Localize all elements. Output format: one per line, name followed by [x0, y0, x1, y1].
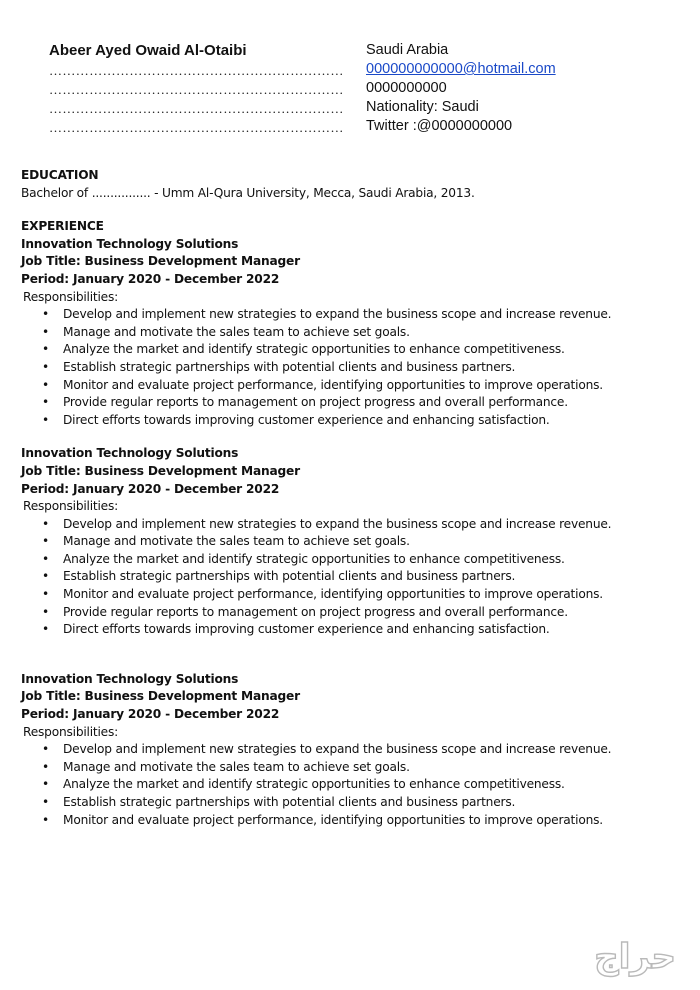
list-item [21, 759, 681, 777]
list-item [21, 306, 681, 324]
experience-list [21, 236, 681, 829]
bullet-icon: • [42, 534, 49, 549]
job-entry [21, 236, 681, 430]
responsibility-text: Establish strategic partnerships with potential clients and business partners. [63, 795, 516, 809]
haraj-watermark-logo [526, 930, 686, 980]
company-name: Innovation Technology Solutions [21, 236, 239, 251]
education-line: Bachelor of ................ - Umm Al-Qura University, Mecca, Saudi Arabia, 2013. [21, 185, 475, 200]
list-item [21, 394, 681, 412]
education-heading: EDUCATION [21, 168, 99, 182]
bullet-icon: • [42, 622, 49, 637]
bullet-icon: • [42, 516, 49, 531]
responsibilities-list [21, 306, 681, 429]
bullet-icon: • [42, 307, 49, 322]
responsibility-text: Direct efforts towards improving customer experience and enhancing satisfaction. [63, 412, 550, 427]
bullet-icon: • [42, 569, 49, 584]
responsibility-text: Manage and motivate the sales team to achieve set goals. [63, 534, 410, 549]
list-item [21, 533, 681, 551]
resume-body [21, 167, 681, 829]
job-title: Job Title: Business Development Manager [21, 463, 300, 478]
phone-number: 0000000000 [366, 80, 447, 96]
bullet-icon: • [42, 377, 49, 392]
job-period: Period: January 2020 - December 2022 [21, 707, 280, 722]
list-item [21, 359, 681, 377]
job-entry [21, 671, 681, 829]
responsibility-text: Monitor and evaluate project performance, identifying opportunities to improve operations. [63, 377, 603, 392]
experience-heading: EXPERIENCE [21, 219, 104, 234]
responsibilities-list [21, 516, 681, 639]
job-entry [21, 445, 681, 639]
job-period: Period: January 2020 - December 2022 [21, 481, 280, 496]
responsibility-text: Develop and implement new strategies to expand the business scope and increase revenue. [63, 307, 612, 322]
bullet-icon: • [42, 359, 49, 374]
responsibility-text: Establish strategic partnerships with potential clients and business partners. [63, 569, 516, 584]
responsibility-text: Develop and implement new strategies to expand the business scope and increase revenue. [63, 516, 612, 531]
responsibility-text: Analyze the market and identify strategic opportunities to enhance competitiveness. [63, 342, 565, 357]
bullet-icon: • [42, 395, 49, 410]
list-item [21, 621, 681, 639]
bullet-icon: • [42, 342, 49, 357]
bullet-icon: • [42, 551, 49, 566]
bullet-icon: • [42, 412, 49, 427]
responsibility-text: Monitor and evaluate project performance, identifying opportunities to improve operations. [63, 587, 603, 602]
company-name: Innovation Technology Solutions [21, 446, 239, 461]
twitter-handle: Twitter :@0000000000 [366, 118, 513, 134]
bullet-icon: • [42, 777, 49, 792]
dotted-line: ………………………………………………………… [49, 120, 344, 135]
responsibility-text: Manage and motivate the sales team to achieve set goals. [63, 324, 410, 339]
bullet-icon: • [42, 324, 49, 339]
list-item [21, 516, 681, 534]
list-item [21, 586, 681, 604]
list-item [21, 551, 681, 569]
responsibility-text: Direct efforts towards improving customer experience and enhancing satisfaction. [63, 622, 550, 637]
responsibility-text: Analyze the market and identify strategic opportunities to enhance competitiveness. [63, 551, 565, 566]
bullet-icon: • [42, 742, 49, 757]
responsibility-text: Manage and motivate the sales team to achieve set goals. [63, 759, 410, 774]
candidate-name: Abeer Ayed Owaid Al-Otaibi [49, 42, 247, 59]
dotted-line: ………………………………………………………… [49, 63, 344, 78]
responsibility-text: Monitor and evaluate project performance, identifying opportunities to improve operations. [63, 812, 603, 827]
list-item [21, 568, 681, 586]
responsibilities-list [21, 741, 681, 829]
responsibilities-label: Responsibilities: [23, 499, 119, 514]
header-left [49, 41, 349, 137]
responsibility-text: Develop and implement new strategies to expand the business scope and increase revenue. [63, 742, 612, 757]
job-title: Job Title: Business Development Manager [21, 689, 300, 704]
list-item [21, 794, 681, 812]
dotted-line: ………………………………………………………… [49, 82, 344, 97]
bullet-icon: • [42, 759, 49, 774]
responsibility-text: Establish strategic partnerships with potential clients and business partners. [63, 359, 516, 374]
list-item [21, 324, 681, 342]
job-period: Period: January 2020 - December 2022 [21, 271, 280, 286]
job-title: Job Title: Business Development Manager [21, 254, 300, 269]
dotted-line: ………………………………………………………… [49, 101, 344, 116]
list-item [21, 776, 681, 794]
list-item [21, 741, 681, 759]
list-item [21, 341, 681, 359]
responsibilities-label: Responsibilities: [23, 289, 119, 304]
bullet-icon: • [42, 795, 49, 809]
list-item [21, 377, 681, 395]
list-item [21, 812, 681, 830]
contact-info [366, 41, 686, 136]
list-item [21, 412, 681, 430]
country: Saudi Arabia [366, 42, 449, 58]
responsibilities-label: Responsibilities: [23, 724, 119, 739]
responsibility-text: Provide regular reports to management on project progress and overall performance. [63, 604, 568, 619]
responsibility-text: Provide regular reports to management on project progress and overall performance. [63, 395, 568, 410]
bullet-icon: • [42, 587, 49, 602]
svg-text:حراج: حراج [594, 937, 676, 977]
list-item [21, 604, 681, 622]
company-name: Innovation Technology Solutions [21, 671, 239, 686]
email-link[interactable]: 000000000000@hotmail.com [366, 61, 556, 77]
bullet-icon: • [42, 604, 49, 619]
nationality: Nationality: Saudi [366, 99, 479, 115]
bullet-icon: • [42, 812, 49, 827]
responsibility-text: Analyze the market and identify strategic opportunities to enhance competitiveness. [63, 777, 565, 792]
